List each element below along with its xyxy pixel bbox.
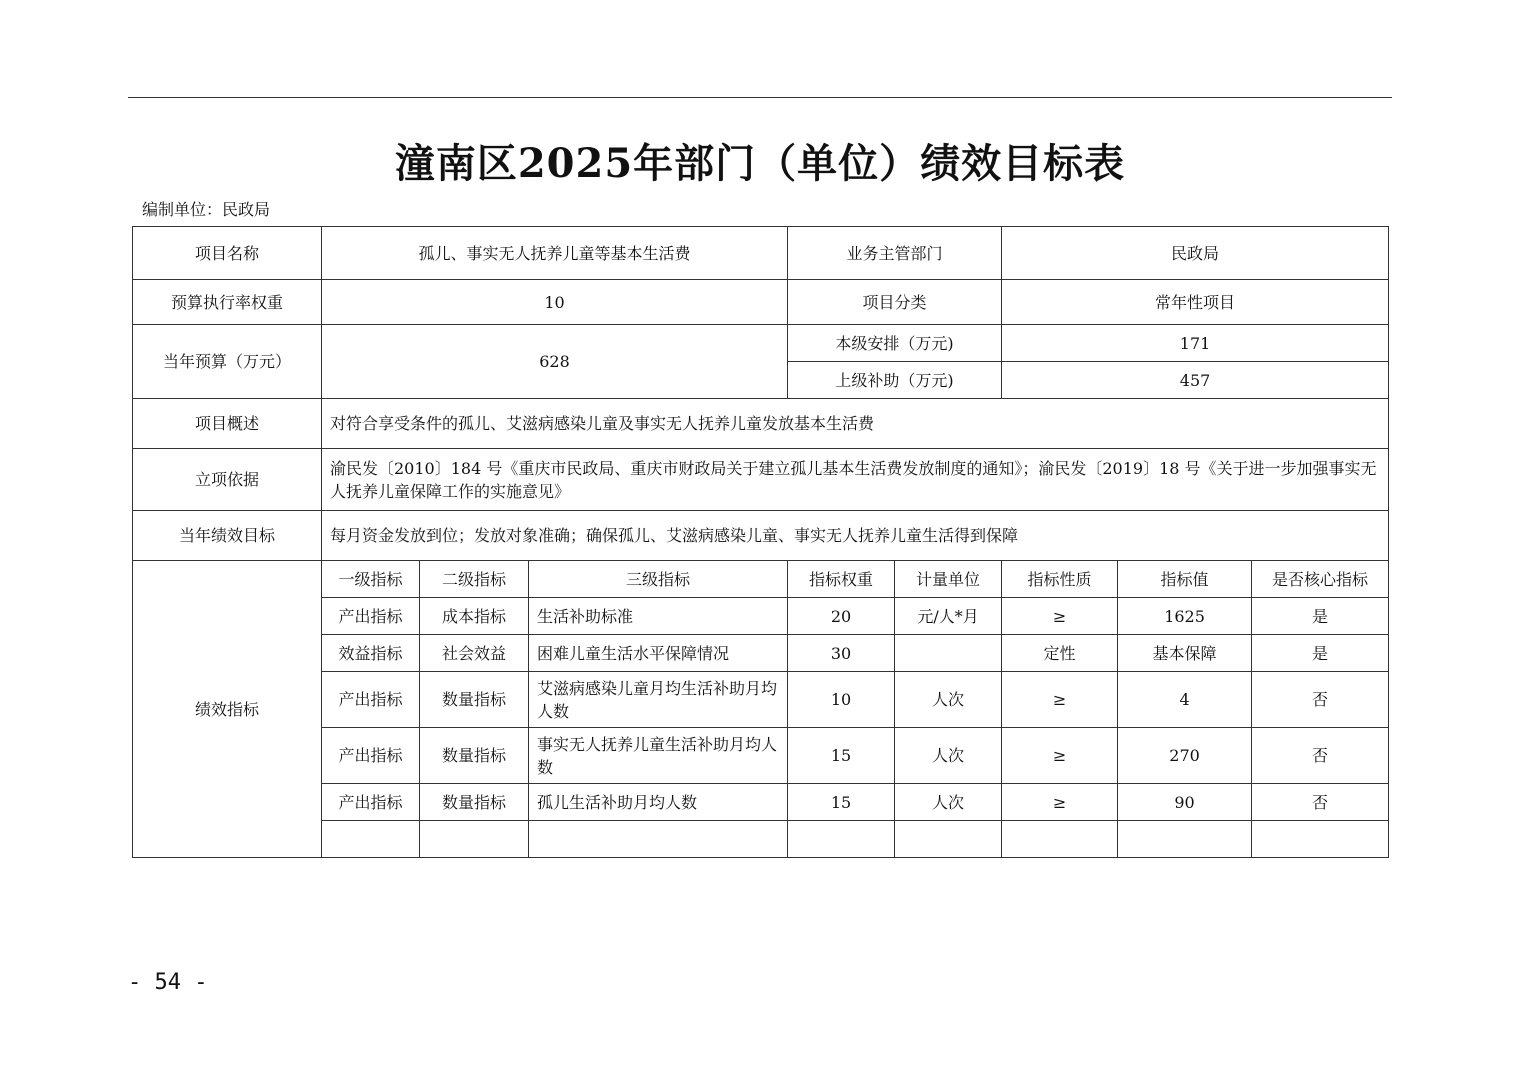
core-cell: 是 [1252,635,1389,672]
indicators-section-label: 绩效指标 [133,561,322,858]
level3-cell: 艾滋病感染儿童月均生活补助月均人数 [529,672,788,728]
core-cell: 是 [1252,598,1389,635]
unit-cell: 人次 [895,728,1002,784]
category-label: 项目分类 [788,280,1002,325]
header-nature: 指标性质 [1002,561,1118,598]
dept-value: 民政局 [1002,227,1389,280]
local-label: 本级安排（万元) [788,325,1002,362]
basis-value: 渝民发〔2010〕184 号《重庆市民政局、重庆市财政局关于建立孤儿基本生活费发放制度的通知》；渝民发〔2019〕18 号《关于进一步加强事实无人抚养儿童保障工作的实施意见》 [322,449,1389,511]
unit-cell: 人次 [895,672,1002,728]
table-row [133,672,1389,728]
core-cell: 否 [1252,672,1389,728]
table-row [133,635,1389,672]
header-level3: 三级指标 [529,561,788,598]
value-cell: 4 [1118,672,1252,728]
level2-cell [420,821,529,858]
core-cell: 否 [1252,784,1389,821]
header-level2: 二级指标 [420,561,529,598]
level1-cell: 产出指标 [322,672,420,728]
level3-cell [529,821,788,858]
core-cell [1252,821,1389,858]
header-weight: 指标权重 [788,561,895,598]
nature-cell: ≥ [1002,672,1118,728]
performance-table [132,226,1389,858]
overview-value: 对符合享受条件的孤儿、艾滋病感染儿童及事实无人抚养儿童发放基本生活费 [322,399,1389,449]
level2-cell: 数量指标 [420,728,529,784]
table-row [133,598,1389,635]
value-cell: 1625 [1118,598,1252,635]
level1-cell: 产出指标 [322,728,420,784]
nature-cell [1002,821,1118,858]
value-cell: 270 [1118,728,1252,784]
row-budget-weight [133,280,1389,325]
row-basis [133,449,1389,511]
level2-cell: 社会效益 [420,635,529,672]
header-level1: 一级指标 [322,561,420,598]
row-goal [133,511,1389,561]
unit-cell: 元/人*月 [895,598,1002,635]
project-name-label: 项目名称 [133,227,322,280]
goal-value: 每月资金发放到位；发放对象准确；确保孤儿、艾滋病感染儿童、事实无人抚养儿童生活得到保障 [322,511,1389,561]
header-core: 是否核心指标 [1252,561,1389,598]
row-annual-budget [133,325,1389,362]
dept-label: 业务主管部门 [788,227,1002,280]
value-cell: 基本保障 [1118,635,1252,672]
unit-cell [895,635,1002,672]
weight-cell: 20 [788,598,895,635]
table-row [133,784,1389,821]
nature-cell: ≥ [1002,598,1118,635]
budget-weight-label: 预算执行率权重 [133,280,322,325]
goal-label: 当年绩效目标 [133,511,322,561]
level2-cell: 数量指标 [420,672,529,728]
level1-cell: 产出指标 [322,598,420,635]
weight-cell [788,821,895,858]
budget-weight-value: 10 [322,280,788,325]
header-unit: 计量单位 [895,561,1002,598]
annual-budget-label: 当年预算（万元） [133,325,322,399]
nature-cell: ≥ [1002,728,1118,784]
superior-value: 457 [1002,362,1389,399]
category-value: 常年性项目 [1002,280,1389,325]
local-value: 171 [1002,325,1389,362]
weight-cell: 30 [788,635,895,672]
weight-cell: 15 [788,784,895,821]
compiling-unit: 编制单位：民政局 [142,200,271,219]
basis-label: 立项依据 [133,449,322,511]
header-value: 指标值 [1118,561,1252,598]
level3-cell: 困难儿童生活水平保障情况 [529,635,788,672]
overview-label: 项目概述 [133,399,322,449]
table-row-empty [133,821,1389,858]
table-row [133,728,1389,784]
project-name-value: 孤儿、事实无人抚养儿童等基本生活费 [322,227,788,280]
weight-cell: 10 [788,672,895,728]
level1-cell: 效益指标 [322,635,420,672]
core-cell: 否 [1252,728,1389,784]
indicator-header-row [133,561,1389,598]
level1-cell: 产出指标 [322,784,420,821]
nature-cell: 定性 [1002,635,1118,672]
unit-cell: 人次 [895,784,1002,821]
level3-cell: 孤儿生活补助月均人数 [529,784,788,821]
level1-cell [322,821,420,858]
level3-cell: 事实无人抚养儿童生活补助月均人数 [529,728,788,784]
value-cell: 90 [1118,784,1252,821]
superior-label: 上级补助（万元) [788,362,1002,399]
value-cell [1118,821,1252,858]
header-rule [128,97,1392,98]
unit-cell [895,821,1002,858]
row-project-name [133,227,1389,280]
row-overview [133,399,1389,449]
nature-cell: ≥ [1002,784,1118,821]
level2-cell: 数量指标 [420,784,529,821]
page-number: - 54 - [128,970,208,995]
level3-cell: 生活补助标准 [529,598,788,635]
page-title: 潼南区2025年部门（单位）绩效目标表 [394,140,1126,187]
weight-cell: 15 [788,728,895,784]
level2-cell: 成本指标 [420,598,529,635]
annual-budget-value: 628 [322,325,788,399]
